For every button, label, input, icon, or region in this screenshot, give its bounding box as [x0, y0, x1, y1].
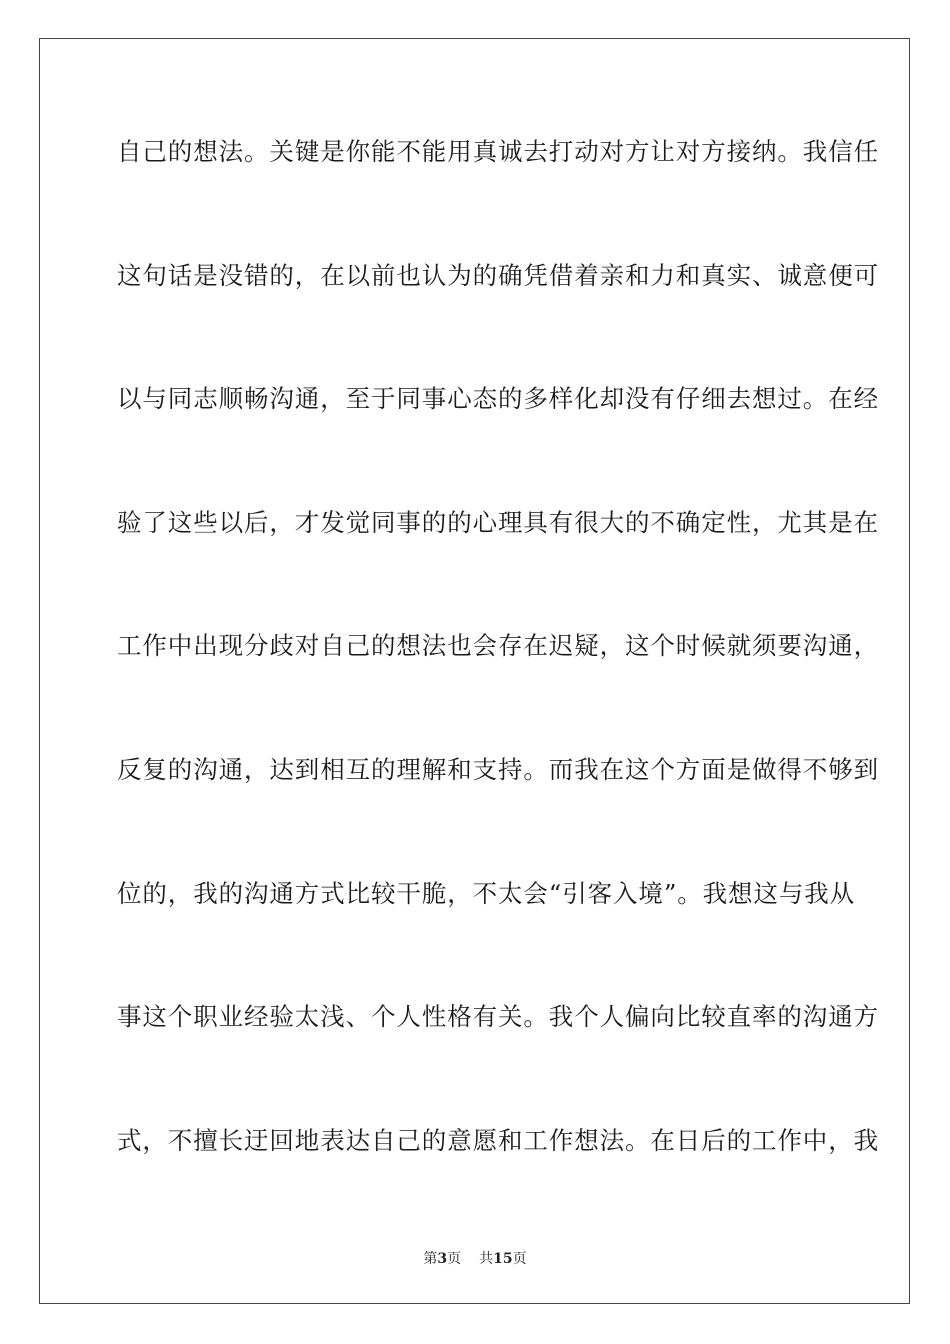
- text-line: 事这个职业经验太浅、个人性格有关。我个人偏向比较直率的沟通方: [117, 1002, 879, 1032]
- page-footer: [0, 1248, 950, 1268]
- text-line: 以与同志顺畅沟通，至于同事心态的多样化却没有仔细去想过。在经: [117, 384, 879, 414]
- text-line: 工作中出现分歧对自己的想法也会存在迟疑，这个时候就须要沟通，: [117, 631, 879, 661]
- text-line: 位的，我的沟通方式比较干脆，不太会“引客入境”。我想这与我从: [117, 878, 856, 908]
- document-body: [117, 128, 879, 1240]
- total-pages-prefix: 共: [479, 1251, 494, 1267]
- page-number-prefix: 第: [423, 1251, 438, 1267]
- text-line: 式，不擅长迂回地表达自己的意愿和工作想法。在日后的工作中，我: [117, 1125, 879, 1155]
- text-line: 自己的想法。关键是你能不能用真诚去打动对方让对方接纳。我信任: [117, 137, 879, 166]
- total-pages-suffix: 页: [512, 1251, 527, 1267]
- page-number-suffix: 页: [447, 1251, 462, 1267]
- text-line: 验了这些以后，才发觉同事的的心理具有很大的不确定性，尤其是在: [117, 507, 879, 537]
- text-line: 反复的沟通，达到相互的理解和支持。而我在这个方面是做得不够到: [117, 754, 879, 784]
- text-line: 这句话是没错的，在以前也认为的确凭借着亲和力和真实、诚意便可: [117, 260, 879, 290]
- total-pages-number: 15: [493, 1251, 513, 1267]
- current-page-number: 3: [437, 1251, 448, 1267]
